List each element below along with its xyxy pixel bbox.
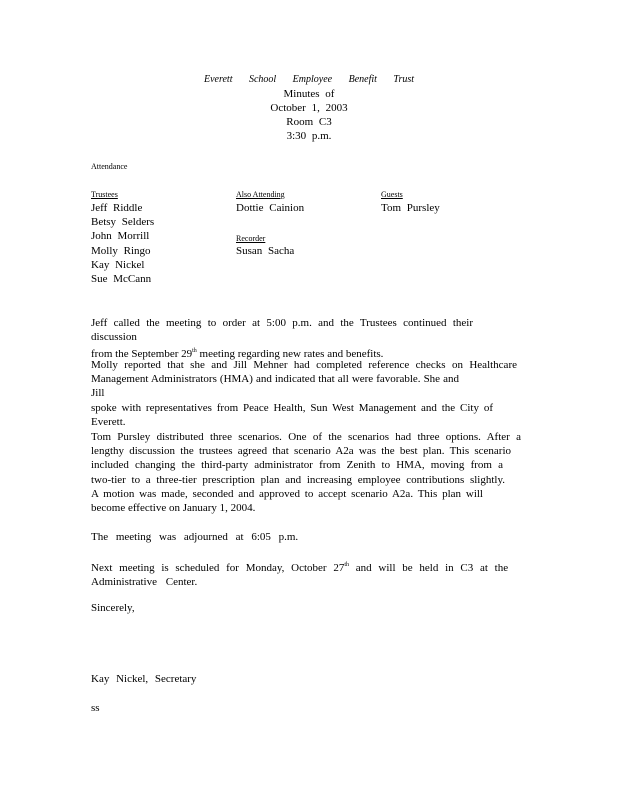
paragraph-line: Molly reported that she and Jill Mehner had completed reference checks on Healthcare xyxy=(91,359,517,371)
recorder-name: Susan Sacha xyxy=(236,245,295,257)
paragraph-scenarios xyxy=(91,430,521,515)
trustee-name: Sue McCann xyxy=(91,273,152,285)
paragraph-line: from the September 29th meeting regarding new rates and benefits. xyxy=(91,348,384,361)
signature: Kay Nickel, Secretary xyxy=(91,673,197,685)
paragraph-line: Next meeting is scheduled for Monday, October 27th and will be held in C3 at the xyxy=(91,562,509,574)
meeting-time: 3:30 p.m. xyxy=(286,130,332,142)
typist-initials: ss xyxy=(91,702,100,714)
guest-name: Tom Pursley xyxy=(381,202,440,214)
paragraph-line: Management Administrators (HMA) and indicated that all were favorable. She and Jill xyxy=(91,373,459,400)
paragraph-line: included changing the third-party administrator from Zenith to HMA, moving from a xyxy=(91,459,503,472)
paragraph-call-to-order xyxy=(91,316,473,362)
closing: Sincerely, xyxy=(91,602,135,614)
meeting-date: October 1, 2003 xyxy=(270,102,348,114)
paragraph-line: Tom Pursley distributed three scenarios. One of the scenarios had three options. After a xyxy=(91,431,521,443)
paragraph-line: The meeting was adjourned at 6:05 p.m. xyxy=(91,531,299,543)
paragraph-line: become effective on January 1, 2004. xyxy=(91,502,256,515)
organization-title: Everett School Employee Benefit Trust xyxy=(203,74,415,85)
paragraph-line: two-tier to a three-tier prescription plan and increasing employee contributions slightly. xyxy=(91,473,505,486)
paragraph-line: lengthy discussion the trustees agreed that scenario A2a was the best plan. This scenario xyxy=(91,445,511,458)
paragraph-line: Jeff called the meeting to order at 5:00 p.m. and the Trustees continued their discussion xyxy=(91,317,473,344)
trustee-name: Betsy Selders xyxy=(91,216,155,228)
trustees-heading: Trustees xyxy=(91,190,118,199)
paragraph-line: A motion was made, seconded and approved to accept scenario A2a. This plan will xyxy=(91,487,483,500)
trustee-name: Molly Ringo xyxy=(91,245,151,257)
paragraph-line: spoke with representatives from Peace Health, Sun West Management and the City of xyxy=(91,401,493,414)
paragraph-line: Everett. xyxy=(91,415,126,428)
trustee-name: John Morrill xyxy=(91,230,150,242)
paragraph-next-meeting xyxy=(91,558,521,589)
trustee-name: Jeff Riddle xyxy=(91,202,143,214)
also-attending-heading: Also Attending xyxy=(236,190,285,199)
guests-heading: Guests xyxy=(381,190,403,199)
meeting-room: Room C3 xyxy=(286,116,332,128)
paragraph-reference-checks xyxy=(91,358,517,429)
also-attending-name: Dottie Cainion xyxy=(236,202,305,214)
paragraph-line: Administrative Center. xyxy=(91,576,198,589)
recorder-heading: Recorder xyxy=(236,234,266,243)
paragraph-adjourned xyxy=(91,530,521,544)
attendance-heading: Attendance xyxy=(91,162,128,171)
doc-type: Minutes of xyxy=(283,88,335,100)
trustee-name: Kay Nickel xyxy=(91,259,145,271)
